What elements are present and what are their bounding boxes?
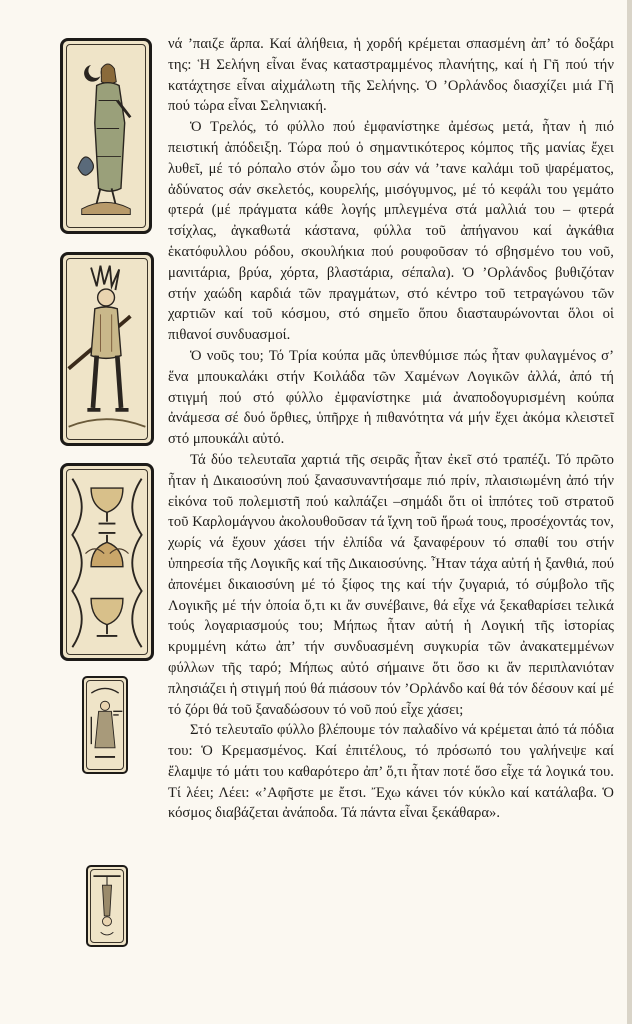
justice-illustration [84, 678, 126, 772]
tarot-card-moon [60, 38, 152, 234]
tarot-card-column [0, 0, 170, 1024]
fool-figure-illustration [63, 255, 151, 443]
moon-figure-illustration [63, 41, 149, 231]
paragraph: Ὁ νοῦς του; Τό Τρία κούπα μᾶς ὑπενθύμισε πώς ἦταν φυλαγμένος σ’ ἕνα μπουκαλάκι στήν Κοιλάδα τῶν Χαμένων Λογικῶν ἀλλά, ἀπό τή στιγμή πού στό φύλλο ἐμφανίστηκε μιά ἀναποδογυρισμένη κούπα ἀνάμεσα σέ δυό ὄρθιες, ὑπῆρχε ἡ πιθανότητα νά μήν ἔχει ἀκόμα κλειστεῖ στό μπουκάλι αὐτό. [168, 347, 614, 448]
tarot-card-fool [60, 252, 154, 446]
three-cups-illustration [63, 466, 151, 658]
body-text [168, 34, 614, 824]
paragraph: νά ’παιζε ἅρπα. Καί ἀλήθεια, ἡ χορδή κρέμεται σπασμένη ἀπ’ τό δοξάρι της: Ἡ Σελήνη εἶναι ἕνας καταστραμμένος πλανήτης, καί ἡ Γῆ πού τήν κατάχτησε εἶναι αἰχμάλωτη τῆς Σελήνης. Ὁ ’Ορλάνδος διασχίζει μιά Γῆ πού τώρα εἶναι Σεληνιακή. [168, 36, 614, 115]
paragraph: Τά δύο τελευταῖα χαρτιά τῆς σειρᾶς ἦταν ἐκεῖ στό τραπέζι. Τό πρῶτο ἦταν ἡ Δικαιοσύνη πού ξανασυναντήσαμε πιό πρίν, πλαισιωμένη ἀπό τήν εἰκόνα τοῦ πολεμιστῆ πού καλπάζει –σημάδι ὅτι οἱ ἱππότες τοῦ στρατοῦ τοῦ Καρλομάγνου ἀκολουθοῦσαν τά ἴχνη τοῦ ἥρωά τους, προσέχοντάς τον, χωρίς νά ἔχουν χάσει τήν ἐλπίδα νά ξαναφέρουν τό σπαθί του στήν ὑπηρεσία τῆς Λογικῆς καί τῆς Δικαιοσύνης. Ἦταν τάχα αὐτή ἡ ξανθιά, πού ἀπονέμει δικαιοσύνη μέ τό ξίφος της καί τήν ζυγαριά, τό σύμβολο τῆς Λογικῆς μέ τήν ὁποία ὅ,τι κι ἄν συνέβαινε, θά εἶχε νά ξεκαθαρίσει τελικά τούς λογαριασμούς του; Μήπως ἦταν αὐτή ἡ Λογική τῆς ἱστορίας κρυμμένη κάτω ἀπ’ τήν συνδυασμένη συγκυρία τῶν ἀνακατεμμένων φύλλων τῆς ταρό; Μήπως αὐτό σήμαινε ὅτι ὅσο κι ἄν περιπλανιόταν πλησιάζει ἡ στιγμή πού θά πιάσουν τόν ’Ορλάνδο καί θά τόν δέσουν καί μέ τό ζόρι θά τοῦ ξαναδώσουν τό νοῦ πού εἶχε χάσει; [168, 451, 614, 718]
paragraph: Ὁ Τρελός, τό φύλλο πού ἐμφανίστηκε ἀμέσως μετά, ἦταν ἡ πιό πειστική ἀπόδειξη. Τώρα πού ὁ σημαντικότερος κόμπος τῆς μανίας ἔχει λυθεῖ, μέ τό ρόπαλο στόν ὦμο του σάν νά ’τανε καλάμι τοῦ ψαρέματος, ἀδύνατος σάν σκελετός, κουρελής, μισόγυμνος, μέ τό κεφάλι του γεμάτο φτερά (μέ πράγματα κάθε λογής μπλεγμένα στά μαλλιά του – φτερά τσίχλας, ἀγκαθωτά κάστανα, φύλλα τοῦ ἀπήγανου καί ἀγκάθια ἑκατόφυλλου ρόδου, σκουλήκια πού ρουφοῦσαν τό σβησμένο του νοῦ, μανιτάρια, βρύα, χόρτα, βλαστάρια, σέπαλα). Ὁ ’Ορλάνδος βυθιζόταν στήν χαώδη καρδιά τῶν πραγμάτων, στό κέντρο τοῦ τετραγώνου τῶν χαρτιῶν καί τοῦ κόσμου, στό σημεῖο ὅπου διασταυρώνονται ὅλοι οἱ πιθανοί συνδυασμοί. [168, 119, 614, 344]
tarot-card-hanged-man [86, 865, 128, 947]
tarot-card-three-of-cups [60, 463, 154, 661]
paragraph: Στό τελευταῖο φύλλο βλέπουμε τόν παλαδίνο νά κρέμεται ἀπό τά πόδια του: Ὁ Κρεμασμένος. Καί ἐπιτέλους, τό πρόσωπό του γαλήνεψε καί ἔλαμψε τό μάτι του καθαρότερο ἀπ’ ὅ,τι ἦταν ποτέ ὅσο εἶχε τά λογικά του. Τί λέει; Λέει: «’Αφῆστε με ἔτσι. Ἔχω κάνει τόν κύκλο καί κατάλαβα. Ὁ κόσμος διαβάζεται ἀνάποδα. Τά πάντα εἶναι ξεκάθαρα». [168, 722, 614, 822]
tarot-card-justice [82, 676, 128, 774]
page-binding-edge [627, 0, 632, 1024]
hanged-man-illustration [88, 867, 126, 945]
